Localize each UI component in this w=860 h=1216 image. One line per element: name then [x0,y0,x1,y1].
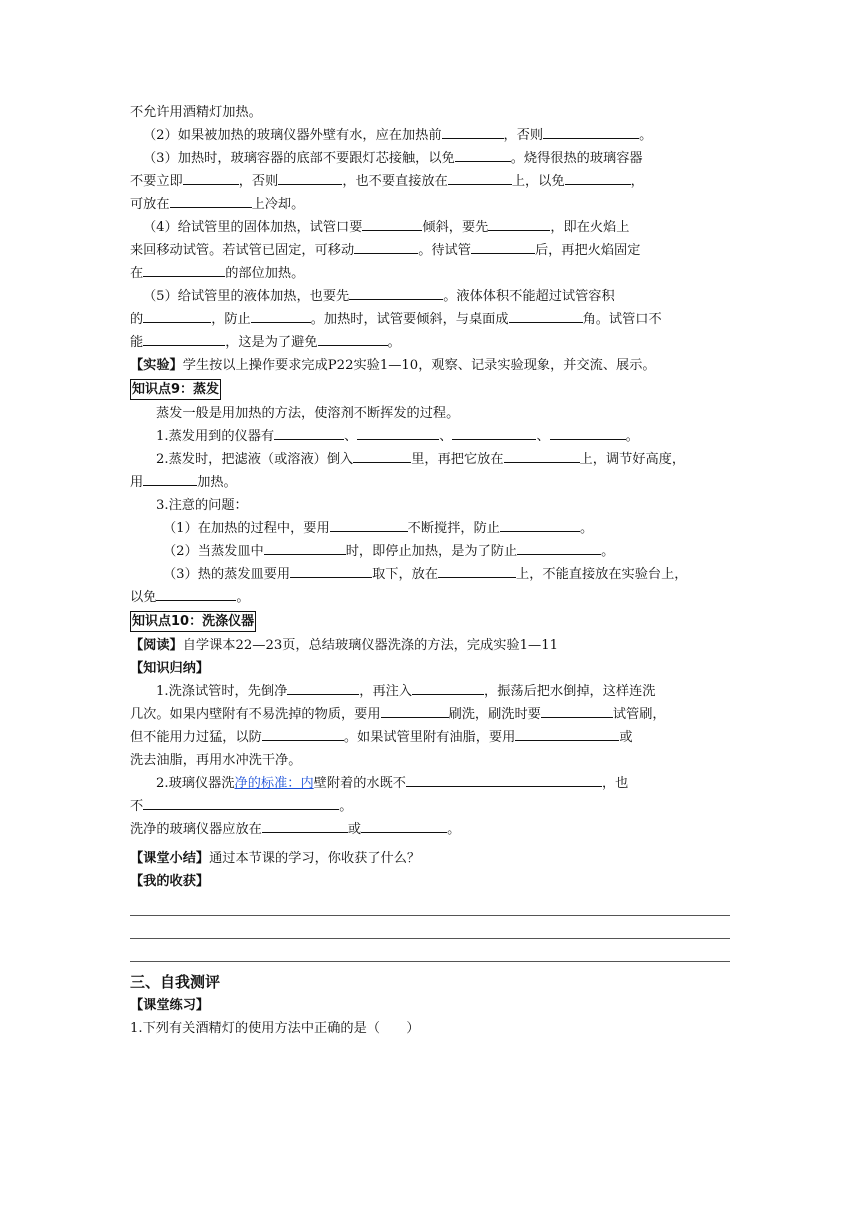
text: 但不能用力过猛，以防 [130,730,262,745]
text-line [130,563,730,586]
text: ，即在火焰上 [550,220,630,235]
text: 。 [339,799,353,814]
text: ，否则 [238,174,279,189]
text-line [130,308,730,331]
text: 洗去油脂，再用水冲洗干净。 [130,753,302,768]
text: （3）加热时，玻璃容器的底部不要跟灯芯接触，以免 [143,151,455,166]
fill-blank[interactable] [438,564,516,578]
text: 。烧得很热的玻璃容器 [510,151,643,166]
text: 。液体体积不能超过试管容积 [443,289,615,304]
experiment-label: 【实验】 [130,358,183,373]
text-line [130,586,730,609]
text: 洗净的玻璃仪器应放在 [130,822,262,837]
fill-blank[interactable] [515,727,619,741]
text: 2.玻璃仪器洗 [156,776,235,791]
text-line [130,216,730,239]
fill-blank[interactable] [509,309,583,323]
reading-label: 【阅读】 [130,638,183,653]
text-line [130,331,730,354]
fill-blank[interactable] [565,171,631,185]
text-line [130,795,730,818]
answer-line[interactable] [130,916,730,939]
text-line [130,425,730,448]
text: 。加热时，试管要倾斜，与桌面成 [310,312,509,327]
fill-blank[interactable] [143,263,225,277]
document-page [130,101,730,1040]
text: ， [630,174,644,189]
text-line [130,101,730,124]
fill-blank[interactable] [349,286,443,300]
text: （2）如果被加热的玻璃仪器外壁有水，应在加热前 [143,128,442,143]
gain-label-line [130,870,730,893]
text-line [130,726,730,749]
text: 后，再把火焰固定 [534,243,641,258]
fill-blank[interactable] [143,472,197,486]
text: 不 [130,799,144,814]
text-line [130,517,730,540]
fill-blank[interactable] [517,541,601,555]
text: 的 [130,312,144,327]
summary-label: 【知识归纳】 [130,661,210,676]
text: 可放在 [130,197,170,212]
text-line [130,749,730,772]
fill-blank[interactable] [264,541,346,555]
fill-blank[interactable] [318,332,388,346]
text-line [130,448,730,471]
section-3-title: 三、自我测评 [130,973,221,991]
text: 。 [447,822,461,837]
text: ，振荡后把水倒掉，这样连洗 [484,684,656,699]
text-line [130,772,730,795]
answer-line[interactable] [130,893,730,916]
text-line [130,680,730,703]
knowledge-point-10-heading [130,609,730,634]
text: 或 [347,822,362,837]
text: 、 [439,429,453,444]
fill-blank[interactable] [543,125,639,139]
summary-label-line [130,657,730,680]
text-line [130,402,730,425]
text: 。待试管 [418,243,471,258]
text: ，这是为了避免 [225,335,318,350]
text: （5）给试管里的液体加热，也要先 [143,289,350,304]
text: （1）在加热的过程中，要用 [163,521,330,536]
fill-blank[interactable] [183,171,239,185]
gain-label: 【我的收获】 [130,874,210,889]
text-line [130,540,730,563]
text: 壁附着的水既不 [313,776,406,791]
text: 上，不能直接放在实验台上， [516,567,688,582]
fill-blank[interactable] [354,240,418,254]
text: 。 [579,521,594,536]
text: 在 [130,266,144,281]
class-summary-line [130,847,730,870]
text: 。 [601,544,615,559]
fill-blank[interactable] [287,681,359,695]
text: （4）给试管里的固体加热，试管口要 [143,220,363,235]
fill-blank[interactable] [353,449,411,463]
practice-label-line [130,994,730,1017]
text: 时，即停止加热，是为了防止 [345,544,518,559]
text: 取下，放在 [372,567,439,582]
text: 角。试管口不 [582,312,662,327]
fill-blank[interactable] [406,773,602,787]
text: 不断搅拌，防止 [407,521,500,536]
text-line [130,494,730,517]
fill-blank[interactable] [262,727,344,741]
fill-blank[interactable] [381,704,449,718]
fill-blank[interactable] [541,704,613,718]
question-text: 1.下列有关酒精灯的使用方法中正确的是（ ） [130,1021,420,1036]
fill-blank[interactable] [452,426,536,440]
text-line [130,193,730,216]
class-summary-label: 【课堂小结】 [130,851,210,866]
question-1 [130,1017,730,1040]
fill-blank[interactable] [361,819,447,833]
fill-blank[interactable] [156,587,236,601]
fill-blank[interactable] [278,171,342,185]
fill-blank[interactable] [488,217,550,231]
text: 的部位加热。 [225,266,305,281]
text: 。 [639,128,653,143]
fill-blank[interactable] [455,148,511,162]
fill-blank[interactable] [504,449,580,463]
knowledge-point-9-heading [130,377,730,402]
fill-blank[interactable] [500,518,580,532]
text: ，否则 [503,128,544,143]
text: 以免 [130,590,157,605]
text: 上，调节好高度， [579,452,686,467]
text-line [130,471,730,494]
reading-text: 自学课本22—23页，总结玻璃仪器洗涤的方法，完成实验1—11 [182,638,558,653]
class-summary-text: 通过本节课的学习，你收获了什么？ [209,851,421,866]
text: 来回移动试管。若试管已固定，可移动 [130,243,355,258]
text: 里，再把它放在 [411,452,504,467]
text: 不允许用酒精灯加热。 [130,105,262,120]
text: 。如果试管里附有油脂，要用 [343,730,516,745]
text: 2.蒸发时，把滤液（或溶液）倒入 [156,452,354,467]
experiment-line [130,354,730,377]
fill-blank[interactable] [448,171,512,185]
text: 3.注意的问题： [156,498,248,513]
fill-blank[interactable] [274,426,344,440]
text: 、 [344,429,358,444]
text: 倾斜，要先 [422,220,489,235]
text: ，再注入 [359,684,413,699]
hyperlink-text[interactable]: 净的标准：内 [234,776,314,791]
fill-blank[interactable] [362,217,422,231]
text-line [130,124,730,147]
answer-line[interactable] [130,939,730,962]
text: （3）热的蒸发皿要用 [163,567,291,582]
text: 刷洗，刷洗时要 [448,707,541,722]
fill-blank[interactable] [170,194,252,208]
text: 、 [536,429,550,444]
practice-label: 【课堂练习】 [130,998,210,1013]
text: 加热。 [197,475,237,490]
text: ，防止 [211,312,251,327]
text-line [130,239,730,262]
section-heading: 知识点10：洗涤仪器 [130,611,256,632]
text: 或 [619,730,633,745]
fill-blank[interactable] [143,332,225,346]
fill-blank[interactable] [143,796,339,810]
experiment-text: 学生按以上操作要求完成P22实验1—10，观察、记录实验现象，并交流、展示。 [182,358,656,373]
text-line [130,170,730,193]
text-line [130,818,730,841]
fill-blank[interactable] [330,518,408,532]
fill-blank[interactable] [471,240,535,254]
text: 几次。如果内壁附有不易洗掉的物质，要用 [130,707,381,722]
text: 用 [130,475,144,490]
text: 。 [625,429,639,444]
text: 不要立即 [130,174,183,189]
section-heading: 知识点9：蒸发 [130,379,221,400]
text: ，也 [601,776,629,791]
fill-blank[interactable] [442,125,504,139]
fill-blank[interactable] [143,309,211,323]
text: 。 [387,335,401,350]
text: 上冷却。 [251,197,305,212]
text-line [130,285,730,308]
text: 试管刷， [612,707,666,722]
text: 上，以免 [511,174,565,189]
fill-blank[interactable] [357,426,439,440]
text-line [130,703,730,726]
text-line [130,262,730,285]
reading-line [130,634,730,657]
fill-blank[interactable] [262,819,348,833]
text: 蒸发一般是用加热的方法，使溶剂不断挥发的过程。 [156,406,460,421]
text-line [130,147,730,170]
text: 能 [130,335,144,350]
text: ，也不要直接放在 [342,174,448,189]
fill-blank[interactable] [290,564,372,578]
text: 。 [236,590,250,605]
fill-blank[interactable] [550,426,626,440]
text: （2）当蒸发皿中 [163,544,264,559]
fill-blank[interactable] [251,309,311,323]
text: 1.洗涤试管时，先倒净 [156,684,288,699]
text: 1.蒸发用到的仪器有 [156,429,275,444]
fill-blank[interactable] [412,681,484,695]
